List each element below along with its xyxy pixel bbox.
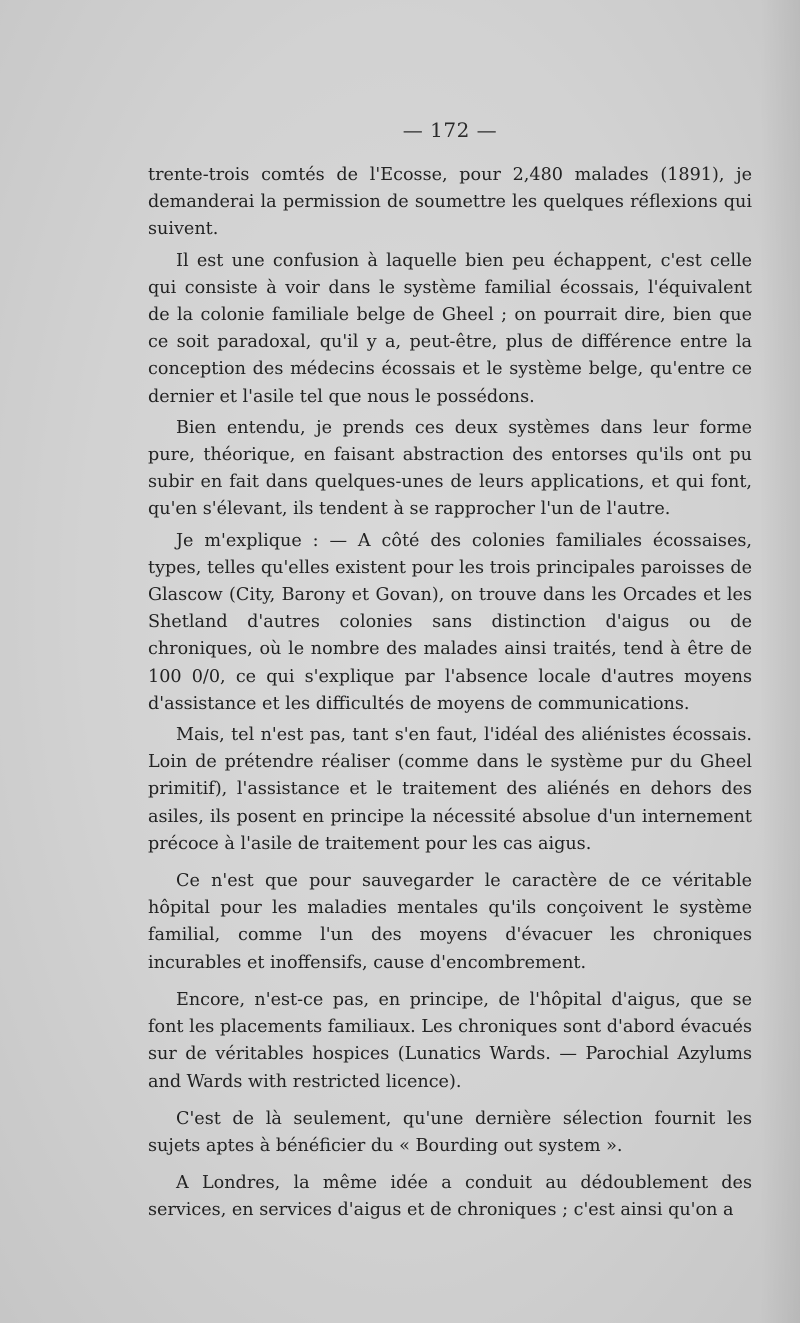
paragraph-4: Je m'explique : — A côté des colonies familiales écossaises, types, telles qu'elles existent pour les trois principales paroisses de Glascow (City, Barony et Govan), on trouve dans les Orcades et les Shetland d'autres colonies sans distinction d'aigus ou de chroniques, où le nombre des malades ainsi traités, tend à être de 100 0/0, ce qui s'explique par l'absence locale d'autres moyens d'assistance et les difficultés de moyens de communications. [148,530,752,714]
paragraph-1: trente-trois comtés de l'Ecosse, pour 2,480 malades (1891), je demanderai la permission de soumettre les quelques réflexions qui suivent. [148,165,752,240]
body-text [148,162,752,1229]
paragraph-7: Encore, n'est-ce pas, en principe, de l'hôpital d'aigus, que se font les placements familiaux. Les chroniques sont d'abord évacués sur de véritables hospices (Lunatics Wards. — Parochial Azylums and Wards with restricted licence). [148,989,752,1092]
paragraph-6: Ce n'est que pour sauvegarder le caractère de ce véritable hôpital pour les maladies mentales qu'ils conçoivent le système familial, comme l'un des moyens d'évacuer les chroniques incurables et inoffensifs, cause d'encombrement. [148,871,752,973]
paragraph-8: C'est de là seulement, qu'une dernière sélection fournit les sujets aptes à bénéficier du « Bourding out system ». [148,1108,752,1156]
paragraph-9: A Londres, la même idée a conduit au dédoublement des services, en services d'aigus et de chroniques ; c'est ainsi qu'on a [148,1173,752,1221]
page-edge-shadow [760,0,800,1323]
paragraph-3: Bien entendu, je prends ces deux systèmes dans leur forme pure, théorique, en faisant abstraction des entorses qu'ils ont pu subir en fait dans quelques-unes de leurs applications, et qui font, qu'en s'élevant, ils tendent à se rapprocher l'un de l'autre. [148,417,752,520]
paragraph-2: Il est une confusion à laquelle bien peu échappent, c'est celle qui consiste à voir dans le système familial écossais, l'équivalent de la colonie familiale belge de Gheel ; on pourrait dire, bien que ce soit paradoxal, qu'il y a, peut-être, plus de différence entre la conception des médecins écossais et le système belge, qu'entre ce dernier et l'asile tel que nous le possédons. [148,250,752,407]
paragraph-5: Mais, tel n'est pas, tant s'en faut, l'idéal des aliénistes écossais. Loin de prétendre réaliser (comme dans le système pur du Gheel primitif), l'assistance et le traitement des aliénés en dehors des asiles, ils posent en principe la nécessité absolue d'un internement précoce à l'asile de traitement pour les cas aigus. [148,725,752,854]
page-number: — 172 — [402,118,498,142]
